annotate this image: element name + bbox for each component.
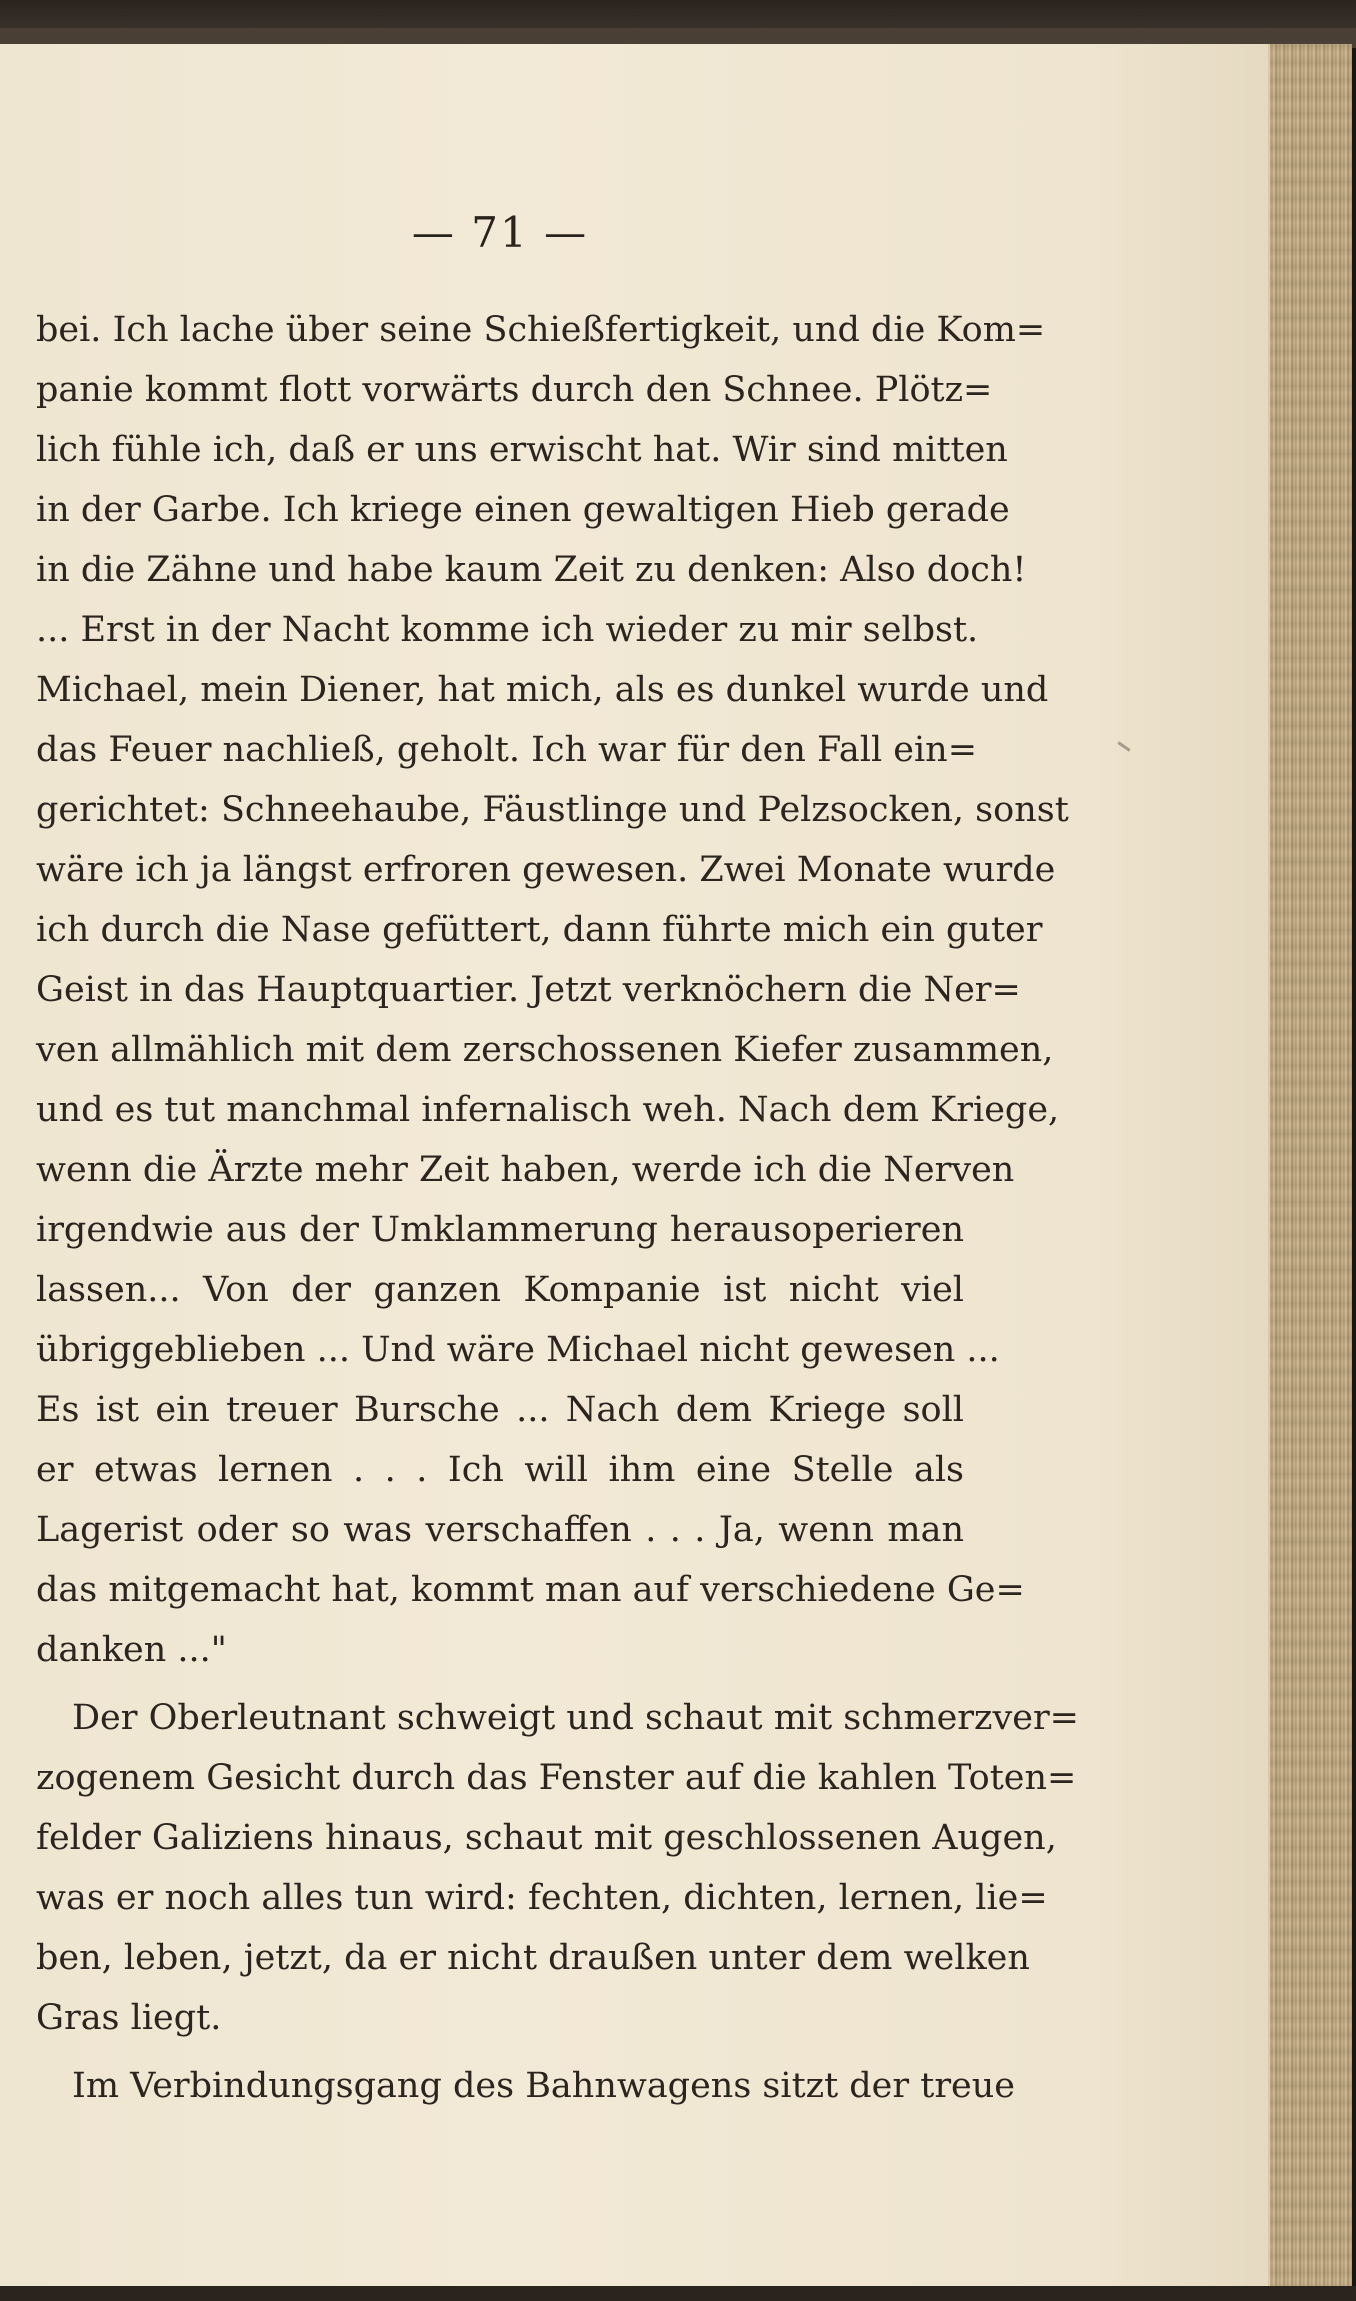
text-line: in die Zähne und habe kaum Zeit zu denken: Also doch! [36, 550, 1027, 590]
text-line: Es ist ein treuer Bursche ... Nach dem Kriege soll [36, 1390, 964, 1430]
text-line: und es tut manchmal infernalisch weh. Nach dem Kriege, [36, 1090, 1060, 1130]
text-line: in der Garbe. Ich kriege einen gewaltigen Hieb gerade [36, 490, 1010, 530]
text-line: übriggeblieben ... Und wäre Michael nicht gewesen ... [36, 1330, 1000, 1370]
scan-background-bottom [0, 2286, 1356, 2301]
text-line: das Feuer nachließ, geholt. Ich war für den Fall ein= [36, 730, 978, 770]
text-line: ben, leben, jetzt, da er nicht draußen unter dem welken [36, 1938, 1030, 1978]
paragraph-gap [36, 2048, 964, 2056]
text-line: Lagerist oder so was verschaffen . . . Ja, wenn man [36, 1510, 964, 1550]
page-number: — 71 — [411, 208, 589, 257]
text-line: Michael, mein Diener, hat mich, als es dunkel wurde und [36, 670, 1049, 710]
text-line: er etwas lernen . . . Ich will ihm eine Stelle als [36, 1450, 964, 1490]
body-text [36, 300, 1080, 2116]
text-line: gerichtet: Schneehaube, Fäustlinge und Pelzsocken, sonst [36, 790, 1069, 830]
text-line: ven allmählich mit dem zerschossenen Kiefer zusammen, [36, 1030, 1054, 1070]
page-stack-edges [1268, 44, 1352, 2289]
text-line: felder Galiziens hinaus, schaut mit geschlossenen Augen, [36, 1818, 1057, 1858]
text-line: panie kommt flott vorwärts durch den Schnee. Plötz= [36, 370, 993, 410]
text-line: Gras liegt. [36, 1998, 222, 2038]
text-line: ich durch die Nase gefüttert, dann führte mich ein guter [36, 910, 1043, 950]
text-line: lich fühle ich, daß er uns erwischt hat. Wir sind mitten [36, 430, 1008, 470]
text-line: irgendwie aus der Umklammerung herausoperieren [36, 1210, 964, 1250]
text-line: ... Erst in der Nacht komme ich wieder zu mir selbst. [36, 610, 979, 650]
paragraph-gap [36, 1680, 964, 1688]
text-line: Geist in das Hauptquartier. Jetzt verknöchern die Ner= [36, 970, 1021, 1010]
text-line: wäre ich ja längst erfroren gewesen. Zwei Monate wurde [36, 850, 1056, 890]
text-line: Im Verbindungsgang des Bahnwagens sitzt der treue [72, 2066, 1016, 2106]
text-line: Der Oberleutnant schweigt und schaut mit schmerzver= [72, 1698, 1080, 1738]
text-line: was er noch alles tun wird: fechten, dichten, lernen, lie= [36, 1878, 1048, 1918]
text-line: das mitgemacht hat, kommt man auf verschiedene Ge= [36, 1570, 1025, 1610]
text-line: danken ..." [36, 1630, 227, 1670]
text-line: zogenem Gesicht durch das Fenster auf die kahlen Toten= [36, 1758, 1077, 1798]
text-line: bei. Ich lache über seine Schießfertigkeit, und die Kom= [36, 310, 1046, 350]
text-line: lassen... Von der ganzen Kompanie ist nicht viel [36, 1270, 964, 1310]
text-line: wenn die Ärzte mehr Zeit haben, werde ich die Nerven [36, 1150, 1015, 1190]
